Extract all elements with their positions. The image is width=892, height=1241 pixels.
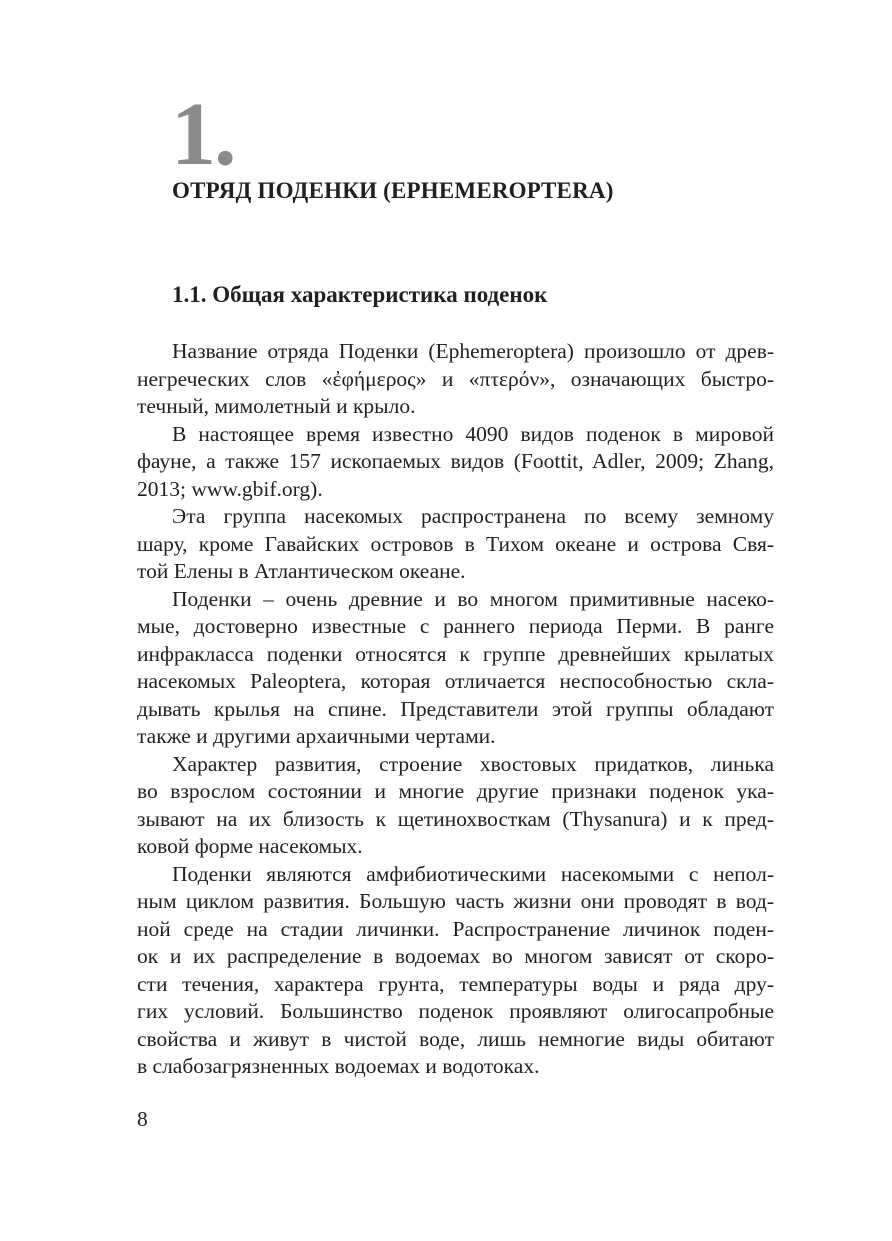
page-number: 8 [137, 1107, 148, 1131]
text-line: сти течения, характера грунта, температуры воды и ряда дру- [137, 971, 774, 996]
text-line: ок и их распределение в водоемах во многом зависят от скоро- [137, 944, 774, 968]
text-line: В настоящее время известно 4090 видов поденок в мировой [172, 421, 774, 446]
text-line: негреческих слов «ἐφήμερος» и «πτερόν», означающих быстро- [137, 366, 774, 391]
paragraph-2 [137, 421, 774, 504]
body-text [137, 338, 774, 1081]
text-line: во взрослом состоянии и многие другие признаки поденок ука- [137, 779, 774, 803]
text-line: дывать крылья на спине. Представители этой группы обладают [137, 696, 774, 721]
text-line: в слабозагрязненных водоемах и водотоках. [137, 1054, 540, 1078]
chapter-number: 1. [171, 85, 235, 184]
text-line: фауне, а также 157 ископаемых видов (Foottit, Adler, 2009; Zhang, [137, 449, 774, 473]
section-title: 1.1. Общая характеристика поденок [172, 282, 548, 307]
text-line: течный, мимолетный и крыло. [137, 394, 416, 418]
text-line: ной среде на стадии личинки. Распространение личинок поден- [137, 916, 774, 941]
paragraph-3 [137, 503, 774, 586]
paragraph-1 [137, 338, 774, 421]
chapter-title: ОТРЯД ПОДЕНКИ (EPHEMEROPTERA) [172, 178, 614, 203]
text-line: Характер развития, строение хвостовых придатков, линька [172, 751, 774, 776]
paragraph-5 [137, 751, 774, 861]
text-line: гих условий. Большинство поденок проявляют олигосапробные [137, 999, 774, 1023]
text-line: Эта группа насекомых распространена по всему земному [172, 504, 774, 528]
text-line: свойства и живут в чистой воде, лишь немногие виды обитают [137, 1026, 774, 1051]
paragraph-4 [137, 586, 774, 751]
text-line: насекомых Paleoptera, которая отличается неспособностью скла- [137, 669, 774, 693]
text-line: Поденки – очень древние и во многом примитивные насеко- [172, 586, 774, 611]
text-line: также и другими архаичными чертами. [137, 724, 496, 748]
text-line: шару, кроме Гавайских островов в Тихом океане и острова Свя- [137, 531, 774, 556]
text-line: мые, достоверно известные с раннего периода Перми. В ранге [137, 614, 774, 638]
text-line: Поденки являются амфибиотическими насекомыми с непол- [172, 861, 774, 886]
text-line: ковой форме насекомых. [137, 834, 363, 858]
text-line: 2013; www.gbif.org). [137, 476, 323, 501]
text-line: ным циклом развития. Большую часть жизни они проводят в вод- [137, 889, 774, 913]
text-line: той Елены в Атлантическом океане. [137, 559, 466, 583]
text-line: инфракласса поденки относятся к группе древнейших крылатых [137, 641, 774, 666]
text-line: зывают на их близость к щетинохвосткам (Thysanura) и к пред- [137, 806, 774, 831]
paragraph-6 [137, 861, 774, 1081]
text-line: Название отряда Поденки (Ephemeroptera) произошло от древ- [172, 339, 774, 363]
